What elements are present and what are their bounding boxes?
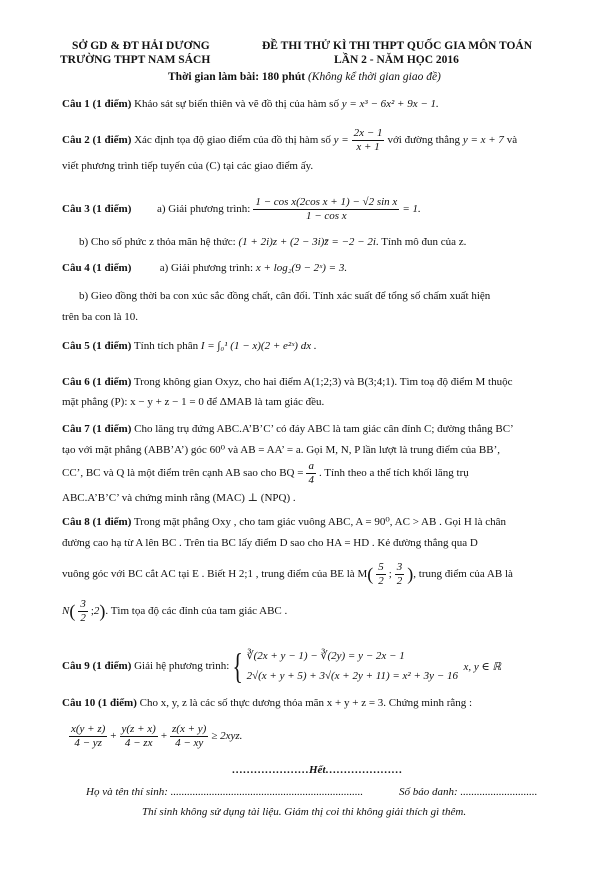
question-7-frac-num: a [308, 459, 314, 472]
exam-title: ĐỀ THI THỬ KÌ THI THPT QUỐC GIA MÔN TOÁN [262, 40, 532, 52]
question-8-n-y: 2 [93, 605, 100, 617]
exam-round: LẦN 2 - NĂM HỌC 2016 [334, 54, 459, 66]
question-8-n-x-num: 3 [80, 597, 86, 610]
question-10 [62, 697, 472, 709]
question-10-inequality: $\frac{x(y + z)}{4 - yz}$ + $\frac{y(z + x)}{4 - zx}$ + $\frac{z(x + y)}{4 - xy}$ ≥ 2xyz. [71, 722, 243, 749]
question-3-part-b-end: . Tính mô đun của z. [375, 236, 467, 248]
question-7-fraction [306, 460, 316, 487]
question-7-line3a: CC’, BC và Q là một điểm trên cạnh AB sao cho BQ = [62, 467, 304, 479]
question-8-m-x-den: 2 [378, 574, 384, 587]
question-7-line4: ABC.A’B’C’ và chứng minh rằng (MAC) ⊥ (NPQ) . [62, 492, 296, 504]
question-9-domain: x, y ∈ ℝ [463, 660, 502, 673]
question-10-t2-num: y(z + x) [121, 722, 156, 735]
question-6 [62, 376, 512, 388]
question-8-line3b: , trung điểm của AB là [413, 568, 513, 580]
question-8-line4-text: . Tìm tọa độ các đỉnh của tam giác ABC . [105, 605, 288, 617]
question-6-text: Trong không gian Oxyz, cho hai điểm A(1;2;3) và B(3;4;1). Tìm toạ độ điểm M thuộc [133, 376, 513, 388]
question-4-part-b: b) Gieo đồng thời ba con xúc sắc đồng chất, cân đối. Tính xác suất để tổng số chấm xuất hiện [79, 290, 491, 302]
question-3-fraction [253, 196, 399, 223]
question-2-text-b: với đường thẳng [387, 134, 461, 146]
school-name: TRƯỜNG THPT NAM SÁCH [60, 54, 211, 66]
question-8-line3: vuông góc với BC cắt AC tại E . Biết H 2;1 , trung điểm của BE là M ( $\frac{5}{2}$ ; $\frac{3}{2}$ ) , trung điểm của AB là [62, 560, 513, 587]
question-8-line4: N ( $\frac{3}{2}$ ; 2 ) . Tìm tọa độ các đỉnh của tam giác ABC . [62, 597, 288, 624]
question-5-math: I = ∫₀¹ (1 − x)(2 + e²ˣ) dx . [200, 340, 317, 352]
question-4-part-b2: trên ba con là 10. [62, 311, 139, 323]
question-8-m-y-den: 2 [396, 574, 403, 587]
question-9: Câu 9 (1 điểm) Giải hệ phương trình: { ∛(2x + y − 1) − ∛(2y) = y − 2x − 1 2√(x + y + 5) + 3√(x + 2y + 11) = x² + 3y − 16 x, y ∈ ℝ [62, 646, 502, 686]
question-3-b [79, 236, 466, 248]
question-8-m-y-num: 3 [396, 560, 403, 573]
question-10-t1-num: x(y + z) [71, 722, 106, 735]
question-5-text: Tính tích phân [133, 340, 199, 352]
question-7-frac-den: 4 [308, 473, 314, 486]
question-3-a [62, 194, 421, 224]
question-8-m-x-num: 5 [378, 560, 384, 573]
question-9-eq2: 2√(x + y + 5) + 3√(x + 2y + 11) = x² + 3y − 16 [246, 670, 458, 682]
question-7-line1-text: Cho lăng trụ đứng ABC.A’B’C’ có đáy ABC là tam giác cân đỉnh C; đường thẳng BC’ [134, 423, 514, 435]
question-9-text: Giải hệ phương trình: [134, 660, 230, 672]
question-8-m-y [395, 561, 405, 588]
question-5 [62, 340, 317, 352]
question-2-num: 2x − 1 [353, 126, 383, 139]
question-8-label: Câu 8 (1 điểm) [62, 516, 132, 528]
question-4-math-a: x + log₂(9 − 2ˣ) = 3. [255, 262, 348, 274]
question-10-t3-num: z(x + y) [172, 722, 207, 735]
question-2-text-a: Xác định tọa độ giao điểm của đồ thị hàm số [134, 134, 331, 146]
question-10-t2-den: 4 − zx [124, 736, 153, 749]
question-10-rhs: ≥ 2xyz. [211, 730, 243, 742]
question-10-t1-den: 4 − yz [74, 736, 102, 749]
question-8-line3a: vuông góc với BC cắt AC tại E . Biết H 2;1 , trung điểm của BE là M [62, 568, 368, 580]
question-6-label: Câu 6 (1 điểm) [62, 376, 132, 388]
question-5-label: Câu 5 (1 điểm) [62, 340, 132, 352]
question-3-label: Câu 3 (1 điểm) [62, 203, 132, 215]
question-7-line3b: . Tính theo a thể tích khối lăng trụ [318, 467, 469, 479]
question-10-label: Câu 10 (1 điểm) [62, 697, 137, 709]
question-3-part-b: b) Cho số phức z thỏa mãn hệ thức: [79, 236, 236, 248]
question-3-rhs: = 1. [402, 203, 421, 215]
time-note: (Không kể thời gian giao đề) [307, 71, 441, 83]
question-3-num: 1 − cos x(2cos x + 1) − √2 sin x [255, 195, 398, 208]
question-1-label: Câu 1 (1 điểm) [62, 98, 132, 110]
candidate-number-line: Số báo danh: ............................ [399, 786, 538, 798]
end-mark: …………………Hết………………… [232, 764, 403, 776]
candidate-name-line: Họ và tên thí sinh: ...................................................................... [86, 786, 364, 798]
question-7-label: Câu 7 (1 điểm) [62, 423, 132, 435]
question-7-line1 [62, 423, 514, 435]
question-9-label: Câu 9 (1 điểm) [62, 660, 132, 672]
question-7-line3 [62, 458, 469, 488]
question-4-a [62, 262, 347, 274]
footer-note: Thí sinh không sử dụng tài liệu. Giám thị coi thi không giải thích gì thêm. [142, 806, 467, 818]
question-2 [62, 125, 517, 155]
question-1-math: y = x³ − 6x² + 9x − 1. [341, 98, 439, 110]
question-2-fraction [352, 127, 385, 154]
question-7-line2: tạo với mặt phẳng (ABB’A’) góc 60⁰ và AB = AA’ = a. Gọi M, N, P lần lượt là trung điểm của BB’, [62, 444, 500, 456]
question-3-part-a: a) Giải phương trình: [157, 203, 251, 215]
question-8-n-x [78, 598, 88, 625]
question-2-text-c: và [506, 134, 518, 146]
question-10-t3-den: 4 − xy [175, 736, 204, 749]
time-line [168, 71, 441, 83]
question-8-line1 [62, 515, 506, 528]
question-9-system [247, 646, 458, 686]
question-2-lhs: y = [333, 134, 349, 146]
question-10-term3 [170, 723, 208, 750]
dept-name: SỞ GD & ĐT HẢI DƯƠNG [72, 40, 210, 52]
question-9-eq1: ∛(2x + y − 1) − ∛(2y) = y − 2x − 1 [246, 650, 405, 662]
question-3-den: 1 − cos x [305, 209, 347, 222]
question-10-text: Cho x, y, z là các số thực dương thỏa mãn x + y + z = 3. Chứng minh rằng : [139, 697, 473, 709]
question-10-term1 [69, 723, 107, 750]
question-8-n-label: N [62, 605, 70, 617]
question-8-m-x [376, 561, 386, 588]
question-1-text: Khảo sát sự biến thiên và vẽ đồ thị của hàm số [134, 98, 339, 110]
question-8-line2: đường cao hạ từ A lên BC . Trên tia BC lấy điểm D sao cho HA = HD . Kẻ đường thẳng qua D [62, 537, 478, 549]
question-2-den: x + 1 [356, 140, 380, 153]
question-4-part-a: a) Giải phương trình: [159, 262, 254, 274]
question-4-label: Câu 4 (1 điểm) [62, 262, 132, 274]
question-2-text-d: viết phương trình tiếp tuyến của (C) tại các giao điểm ấy. [62, 160, 314, 172]
question-2-label: Câu 2 (1 điểm) [62, 134, 132, 146]
question-3-math-b: (1 + 2i)z + (2 − 3i)z̄ = −2 − 2i [238, 236, 376, 248]
question-8-n-x-den: 2 [80, 611, 86, 624]
question-1 [62, 98, 439, 110]
question-6-text2: mặt phẳng (P): x − y + z − 1 = 0 để ΔMAB là tam giác đều. [62, 396, 325, 408]
question-2-line: y = x + 7 [462, 134, 504, 146]
question-8-line1-text: Trong mặt phẳng Oxy , cho tam giác vuông ABC, A = 90⁰, AC > AB . Gọi H là chân [133, 516, 506, 528]
question-10-term2 [120, 723, 158, 750]
time-label: Thời gian làm bài: 180 phút [168, 71, 306, 83]
